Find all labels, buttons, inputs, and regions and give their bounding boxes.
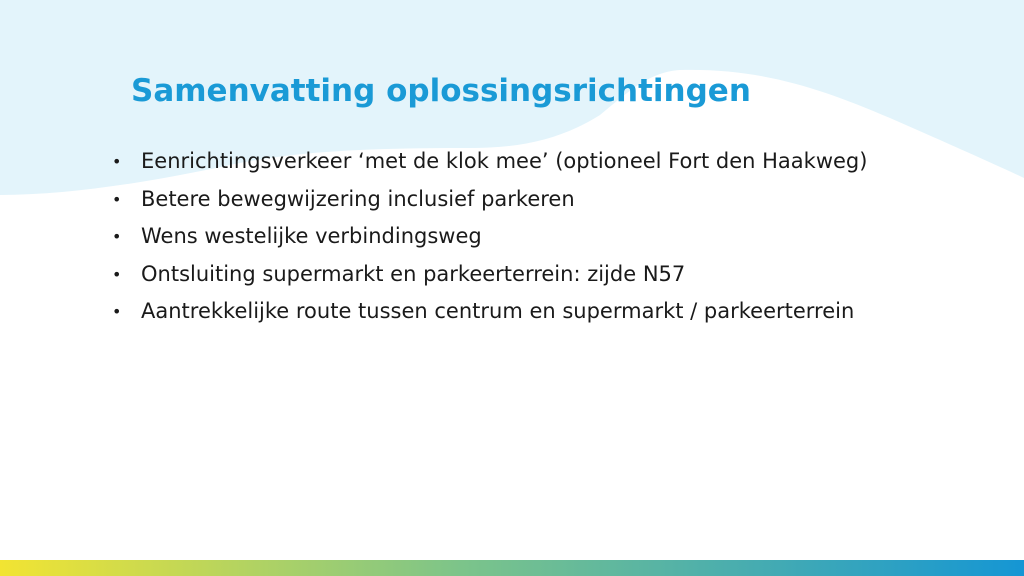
bullet-item: [112, 181, 872, 219]
bullet-text: Eenrichtingsverkeer ‘met de klok mee’ (optioneel Fort den Haakweg): [141, 149, 868, 173]
bullet-text: Ontsluiting supermarkt en parkeerterrein: zijde N57: [141, 261, 686, 286]
bullet-text: Wens westelijke verbindingsweg: [141, 224, 482, 248]
bullet-item: [112, 143, 872, 181]
bullet-dot: •: [112, 227, 122, 246]
bullet-item: [112, 256, 872, 294]
bullet-text: Aantrekkelijke route tussen centrum en supermarkt / parkeerterrein: [141, 299, 855, 323]
bullet-dot: •: [112, 152, 122, 171]
slide-title: Samenvatting oplossingsrichtingen: [131, 73, 751, 109]
bullet-dot: •: [112, 264, 122, 284]
bottom-gradient-bar: [0, 560, 1024, 576]
bullet-text: Betere bewegwijzering inclusief parkeren: [141, 186, 575, 211]
bullet-dot: •: [112, 302, 122, 321]
bullet-item: [112, 293, 872, 331]
bullet-list: [112, 143, 872, 331]
bullet-dot: •: [112, 189, 122, 209]
bullet-item: [112, 218, 872, 256]
